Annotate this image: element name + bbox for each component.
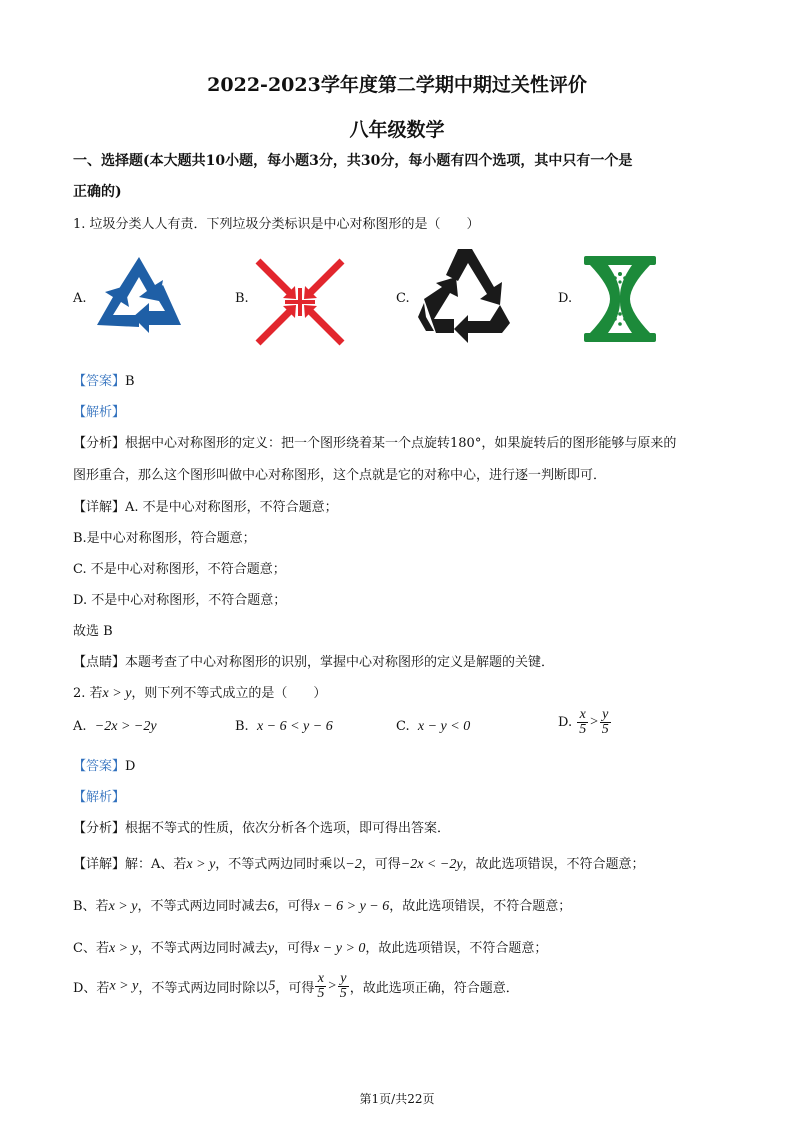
q2-option-a-label: A. (73, 719, 87, 734)
numerator: y (600, 708, 611, 723)
fenxi-text: 根据不等式的性质，依次分析各个选项，即可得出答案． (125, 821, 451, 836)
q1-detail-d: D. 不是中心对称图形，不符合题意； (73, 593, 287, 608)
q1-option-b-label: B. (235, 291, 249, 306)
math: x − y > 0 (313, 941, 366, 956)
hourglass-icon (584, 256, 656, 342)
math: x > y (109, 978, 139, 994)
q1-conclusion: 故选 B (73, 624, 113, 639)
math: x > y (108, 899, 138, 914)
q2-option-b (235, 719, 333, 735)
q1-fenxi (73, 432, 676, 451)
recycle-triangle-icon (93, 253, 185, 337)
text: ，不等式两边同时减去 (137, 941, 268, 956)
q1-dianjing (73, 651, 554, 670)
q1-option-d-label: D. (558, 291, 573, 306)
xiangjie-tag: 【详解】 (73, 857, 126, 872)
q2-option-b-label: B. (235, 719, 249, 734)
text: D、若 (73, 981, 110, 996)
math: 5 (268, 978, 276, 994)
math: −2 (345, 857, 362, 872)
text: ，故此选项错误，不符合题意； (389, 899, 572, 914)
denominator: 5 (339, 986, 347, 1001)
q1-answer (73, 370, 135, 389)
denominator: 5 (317, 986, 325, 1001)
fraction (315, 972, 326, 1001)
numerator: y (338, 972, 349, 987)
text: ，不等式两边同时除以 (138, 981, 269, 996)
answer-tag: 【答案】 (73, 374, 126, 389)
numerator: x (577, 708, 588, 723)
q2-option-b-expr: x − 6 < y − 6 (256, 719, 333, 734)
q2-detail-a (73, 853, 645, 873)
q2-option-d-label: D. (558, 715, 573, 730)
section-heading-cont: 正确的) (73, 184, 122, 200)
math: x > y (108, 941, 138, 956)
math: y (267, 941, 275, 956)
q1-detail-a (73, 496, 338, 515)
text: 解：A、若 (125, 857, 187, 872)
q2-option-d (558, 708, 612, 737)
math: x > y (186, 857, 216, 872)
q1-option-c-label: C. (396, 291, 410, 306)
question-2-stem (73, 682, 326, 702)
page-subtitle: 八年级数学 (349, 119, 445, 141)
q2-stem-prefix: 2. 若 (73, 686, 103, 701)
fenxi-tag: 【分析】 (73, 821, 126, 836)
fraction (338, 972, 349, 1001)
fenxi-tag: 【分析】 (73, 436, 126, 451)
dianjing-text: 本题考查了中心对称图形的识别，掌握中心对称图形的定义是解题的关键． (125, 655, 555, 670)
q2-detail-c (73, 937, 547, 957)
q1-detail-c: C. 不是中心对称图形，不符合题意； (73, 562, 286, 577)
page-number: 第1页/共22页 (359, 1092, 435, 1106)
q2-option-c-expr: x − y < 0 (417, 719, 471, 734)
q2-fenxi (73, 817, 450, 836)
q2-answer (73, 755, 135, 774)
math: x − 6 > y − 6 (313, 899, 390, 914)
text: C、若 (73, 941, 109, 956)
q2-stem-suffix: ，则下列不等式成立的是（ ） (131, 686, 327, 701)
q2-analysis-tag: 【解析】 (73, 790, 126, 805)
inward-arrows-cross-icon (255, 258, 345, 346)
text: ，故此选项错误，不符合题意； (365, 941, 548, 956)
q1-fenxi-cont: 图形重合，那么这个图形叫做中心对称图形，这个点就是它的对称中心，进行逐一判断即可． (73, 468, 607, 483)
answer-value: D (125, 759, 136, 774)
text: ，故此选项错误，不符合题意； (462, 857, 645, 872)
q2-stem-condition: x > y (102, 686, 132, 701)
text: ，可得 (274, 941, 314, 956)
numerator: x (315, 972, 326, 987)
denominator: 5 (601, 722, 609, 737)
denominator: 5 (579, 722, 587, 737)
question-1-stem: 1. 垃圾分类人人有责．下列垃圾分类标识是中心对称图形的是（ ） (73, 217, 480, 232)
q1-detail-b: B.是中心对称图形，符合题意； (73, 531, 256, 546)
q2-detail-b (73, 895, 571, 915)
q2-option-a-expr: −2x > −2y (94, 719, 157, 734)
text: ，可得 (274, 899, 314, 914)
detail-a-text: A. 不是中心对称图形，不符合题意； (125, 500, 338, 515)
operator: > (589, 714, 599, 730)
answer-tag: 【答案】 (73, 759, 126, 774)
page-title: 2022-2023学年度第二学期中期过关性评价 (207, 74, 587, 96)
fraction (600, 708, 611, 737)
math: −2x < −2y (400, 857, 463, 872)
text: ，故此选项正确，符合题意． (349, 981, 519, 996)
section-heading: 一、选择题(本大题共10小题，每小题3分，共30分，每小题有四个选项，其中只有一个是 (73, 153, 633, 169)
text: ，不等式两边同时乘以 (215, 857, 346, 872)
operator: > (327, 978, 337, 994)
xiangjie-tag: 【详解】 (73, 500, 126, 515)
recycle-triangle-icon (414, 247, 512, 351)
q2-option-c (396, 719, 470, 735)
fraction (577, 708, 588, 737)
text: ，可得 (275, 981, 315, 996)
text: ，可得 (361, 857, 401, 872)
fenxi-text: 根据中心对称图形的定义：把一个图形绕着某一个点旋转180°，如果旋转后的图形能够与原来的 (125, 436, 677, 451)
q2-option-c-label: C. (396, 719, 410, 734)
text: ，不等式两边同时减去 (137, 899, 268, 914)
q1-analysis-tag: 【解析】 (73, 405, 126, 420)
q2-detail-d (73, 972, 519, 1001)
q1-option-a-label: A. (73, 291, 87, 306)
dianjing-tag: 【点睛】 (73, 655, 126, 670)
math: 6 (267, 899, 275, 914)
text: B、若 (73, 899, 109, 914)
q2-option-a (73, 719, 157, 735)
answer-value: B (125, 374, 135, 389)
